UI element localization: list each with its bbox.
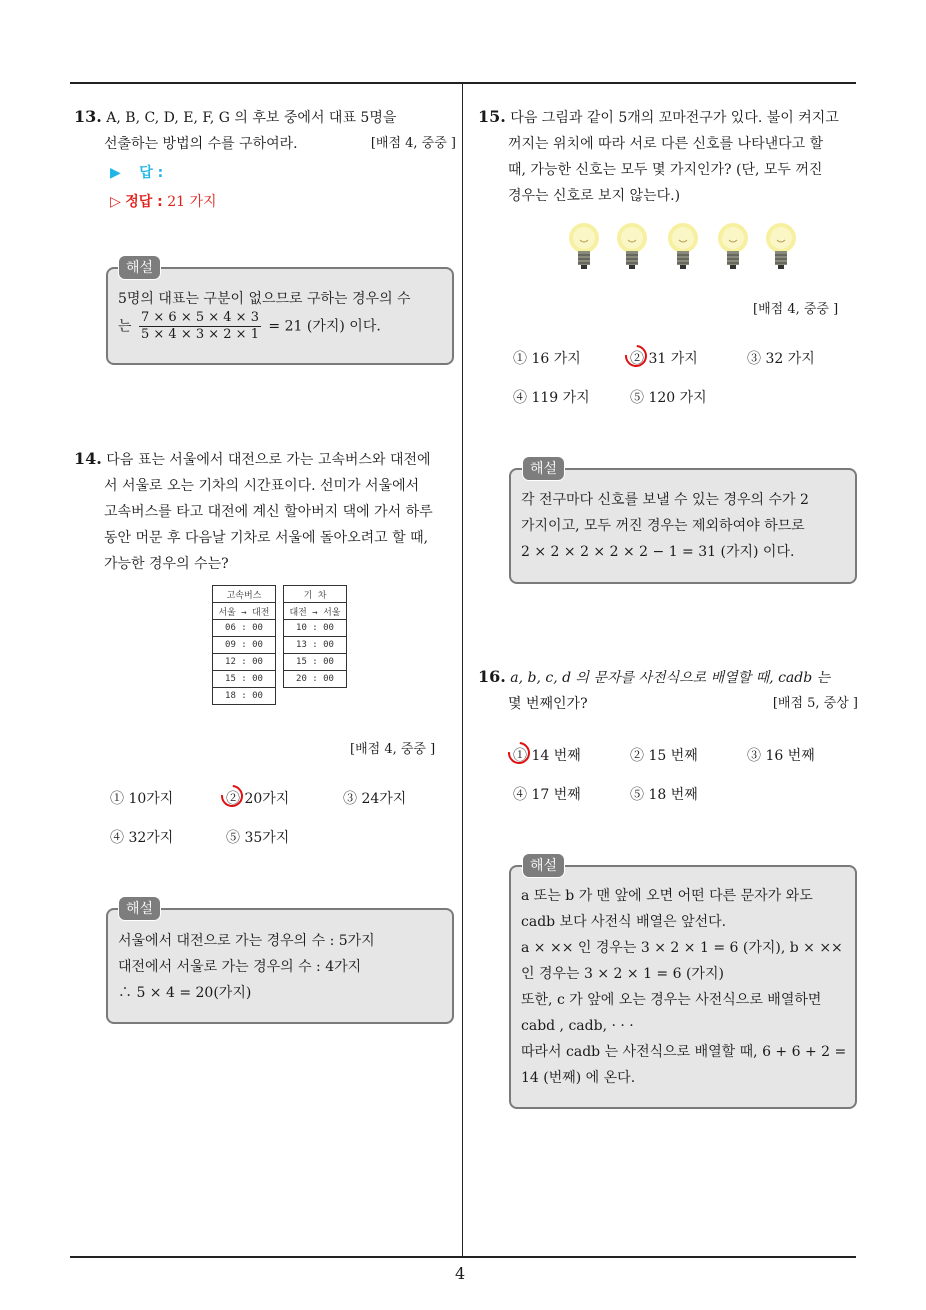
table-header: 고속버스 bbox=[213, 586, 276, 603]
table-cell: 10 : 00 bbox=[284, 620, 347, 637]
light-bulb-icon bbox=[763, 222, 799, 272]
choice[interactable]: ① 14 번째 bbox=[513, 748, 581, 764]
question-text-line: 때, 가능한 신호는 모두 몇 가지인가? (단, 모두 꺼진 bbox=[508, 162, 823, 178]
answer-line bbox=[110, 162, 163, 182]
table-header: 기 차 bbox=[284, 586, 347, 603]
table-cell: 06 : 00 bbox=[213, 620, 276, 637]
table-cell: 18 : 00 bbox=[213, 688, 276, 705]
solution-line: 또한, c 가 앞에 오는 경우는 사전식으로 배열하면 bbox=[521, 992, 822, 1008]
choice[interactable]: ① 10가지 bbox=[110, 791, 174, 807]
question-text-line: 동안 머문 후 다음날 기차로 서울에 돌아오려고 할 때, bbox=[104, 530, 429, 546]
answer-label: 답 : bbox=[139, 165, 164, 181]
play-triangle-icon: ▶ bbox=[110, 165, 121, 181]
choice[interactable]: ② 15 번째 bbox=[630, 748, 698, 764]
table-cell: 15 : 00 bbox=[284, 654, 347, 671]
choice[interactable]: ① 16 가지 bbox=[513, 351, 581, 367]
solution-line: 대전에서 서울로 가는 경우의 수 : 4가지 bbox=[118, 959, 362, 975]
bus-timetable bbox=[212, 585, 276, 705]
solution-line: 인 경우는 3 × 2 × 1 = 6 (가지) bbox=[521, 966, 724, 982]
score-meta: [배점 4, 중중 ] bbox=[370, 136, 456, 151]
bottom-rule bbox=[70, 1256, 856, 1258]
table-cell: 20 : 00 bbox=[284, 671, 347, 688]
table-route: 서울 → 대전 bbox=[213, 603, 276, 620]
solution-text bbox=[521, 487, 849, 565]
top-rule bbox=[70, 82, 856, 84]
choice[interactable]: ③ 16 번째 bbox=[747, 748, 815, 764]
score-meta: [배점 4, 중중 ] bbox=[350, 742, 436, 757]
solution-prefix: 는 bbox=[118, 318, 132, 335]
question-text-line: 서 서울로 오는 기차의 시간표이다. 선미가 서울에서 bbox=[104, 478, 420, 494]
solution-line: 5명의 대표는 구분이 없으므로 구하는 경우의 수 bbox=[118, 291, 411, 307]
solution-line: ∴ 5 × 4 = 20(가지) bbox=[118, 985, 252, 1001]
question-number: 14. bbox=[74, 449, 102, 468]
choice[interactable]: ③ 32 가지 bbox=[747, 351, 815, 367]
question-number: 15. bbox=[478, 107, 506, 126]
solution-fraction bbox=[139, 310, 261, 343]
solution-line: a 또는 b 가 맨 앞에 오면 어떤 다른 문자가 와도 bbox=[521, 888, 813, 904]
solution-text bbox=[118, 286, 446, 343]
choice[interactable]: ⑤ 18 번째 bbox=[630, 787, 698, 803]
correct-value: 21 가지 bbox=[167, 194, 217, 210]
question-text-line: 몇 번째인가? bbox=[508, 696, 588, 712]
solution-text bbox=[521, 883, 849, 1091]
solution-suffix: = 21 (가지) 이다. bbox=[268, 318, 381, 335]
score-meta: [배점 5, 중상 ] bbox=[772, 696, 858, 711]
solution-line: 서울에서 대전으로 가는 경우의 수 : 5가지 bbox=[118, 933, 375, 949]
question-text-line: 선출하는 방법의 수를 구하여라. bbox=[104, 136, 298, 152]
solution-tag: 해설 bbox=[118, 255, 161, 280]
light-bulb-icon bbox=[566, 222, 602, 272]
solution-line: 각 전구마다 신호를 보낼 수 있는 경우의 수가 2 bbox=[521, 492, 809, 508]
solution-line: 2 × 2 × 2 × 2 × 2 − 1 = 31 (가지) 이다. bbox=[521, 544, 795, 560]
question-16 bbox=[478, 664, 858, 717]
score-meta: [배점 4, 중중 ] bbox=[753, 302, 839, 317]
solution-line: cabd , cadb, · · · bbox=[521, 1018, 634, 1034]
choice[interactable]: ③ 24가지 bbox=[343, 791, 407, 807]
question-15 bbox=[478, 104, 858, 209]
question-text-line: 꺼지는 위치에 따라 서로 다른 신호를 나타낸다고 할 bbox=[508, 136, 824, 152]
solution-line: 14 (번째) 에 온다. bbox=[521, 1070, 636, 1086]
solution-tag: 해설 bbox=[522, 456, 565, 481]
table-cell: 12 : 00 bbox=[213, 654, 276, 671]
choice[interactable]: ④ 17 번째 bbox=[513, 787, 581, 803]
fraction-denominator: 5 × 4 × 3 × 2 × 1 bbox=[140, 327, 259, 342]
light-bulb-icon bbox=[614, 222, 650, 272]
table-cell: 15 : 00 bbox=[213, 671, 276, 688]
table-cell: 09 : 00 bbox=[213, 637, 276, 654]
correct-answer-line bbox=[110, 191, 217, 211]
choice[interactable]: ④ 32가지 bbox=[110, 830, 174, 846]
choice[interactable]: ② 20가지 bbox=[226, 791, 290, 807]
choice[interactable]: ④ 119 가지 bbox=[513, 390, 590, 406]
solution-tag: 해설 bbox=[118, 896, 161, 921]
outline-triangle-icon: ▷ bbox=[110, 194, 121, 210]
question-13 bbox=[74, 104, 456, 157]
question-text-line: 다음 그림과 같이 5개의 꼬마전구가 있다. 불이 켜지고 bbox=[510, 110, 839, 126]
train-timetable bbox=[283, 585, 347, 688]
table-route: 대전 → 서울 bbox=[284, 603, 347, 620]
question-text-line: 가능한 경우의 수는? bbox=[104, 556, 229, 572]
question-text-line: a, b, c, d 의 문자를 사전식으로 배열할 때, cadb 는 bbox=[510, 670, 831, 686]
question-number: 13. bbox=[74, 107, 102, 126]
solution-line: 가지이고, 모두 꺼진 경우는 제외하여야 하므로 bbox=[521, 518, 805, 534]
correct-label: 정답 : bbox=[125, 194, 163, 210]
solution-line: a × ×× 인 경우는 3 × 2 × 1 = 6 (가지), b × ×× bbox=[521, 940, 843, 956]
column-divider bbox=[462, 82, 463, 1258]
solution-tag: 해설 bbox=[522, 853, 565, 878]
question-text-line: 고속버스를 타고 대전에 계신 할아버지 댁에 가서 하루 bbox=[104, 504, 433, 520]
light-bulb-icon bbox=[715, 222, 751, 272]
choice[interactable]: ⑤ 35가지 bbox=[226, 830, 290, 846]
question-text-line: A, B, C, D, E, F, G 의 후보 중에서 대표 5명을 bbox=[106, 110, 397, 126]
question-text-line: 다음 표는 서울에서 대전으로 가는 고속버스와 대전에 bbox=[106, 452, 431, 468]
question-14 bbox=[74, 446, 456, 577]
solution-text bbox=[118, 928, 446, 1006]
choice[interactable]: ⑤ 120 가지 bbox=[630, 390, 707, 406]
solution-line: 따라서 cadb 는 사전식으로 배열할 때, 6 + 6 + 2 = bbox=[521, 1044, 847, 1060]
question-text-line: 경우는 신호로 보지 않는다.) bbox=[508, 188, 681, 204]
light-bulb-icon bbox=[665, 222, 701, 272]
choice[interactable]: ② 31 가지 bbox=[630, 351, 698, 367]
table-cell: 13 : 00 bbox=[284, 637, 347, 654]
fraction-numerator: 7 × 6 × 5 × 4 × 3 bbox=[140, 310, 259, 325]
page-number: 4 bbox=[455, 1264, 466, 1283]
solution-line: cadb 보다 사전식 배열은 앞선다. bbox=[521, 914, 727, 930]
question-number: 16. bbox=[478, 667, 506, 686]
